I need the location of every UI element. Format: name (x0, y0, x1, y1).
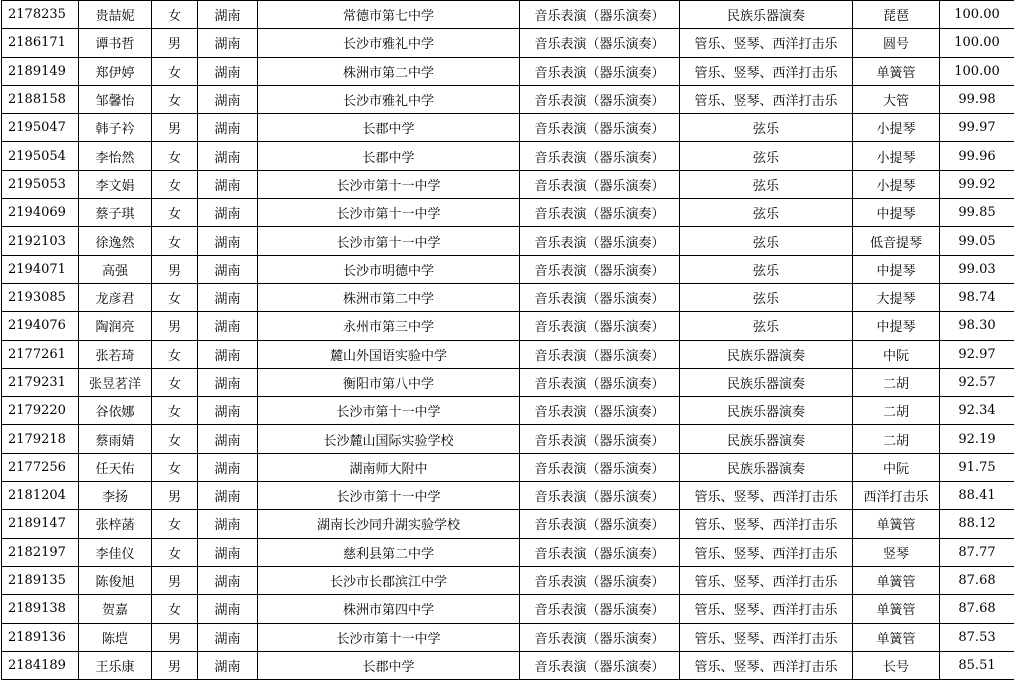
gender-cell: 女 (152, 397, 198, 425)
province-cell: 湖南 (198, 114, 258, 142)
province-cell: 湖南 (198, 312, 258, 340)
province-cell: 湖南 (198, 283, 258, 311)
school-cell: 长沙市第十一中学 (258, 199, 520, 227)
category-cell: 音乐表演（器乐演奏） (520, 538, 680, 566)
candidate-id-cell: 2179231 (2, 368, 79, 396)
category-cell: 音乐表演（器乐演奏） (520, 170, 680, 198)
student-name-cell: 李佳仪 (79, 538, 152, 566)
group-cell: 民族乐器演奏 (680, 340, 853, 368)
instrument-cell: 单簧管 (853, 566, 940, 594)
table-row (2, 510, 1014, 538)
province-cell: 湖南 (198, 482, 258, 510)
student-name-cell: 李怡然 (79, 142, 152, 170)
province-cell: 湖南 (198, 227, 258, 255)
school-cell: 常德市第七中学 (258, 1, 520, 29)
group-cell: 管乐、竖琴、西洋打击乐 (680, 538, 853, 566)
table-row (2, 368, 1014, 396)
province-cell: 湖南 (198, 57, 258, 85)
instrument-cell: 大管 (853, 85, 940, 113)
group-cell: 民族乐器演奏 (680, 453, 853, 481)
category-cell: 音乐表演（器乐演奏） (520, 114, 680, 142)
student-name-cell: 韩子衿 (79, 114, 152, 142)
student-name-cell: 邹馨怡 (79, 85, 152, 113)
table-row (2, 29, 1014, 57)
school-cell: 湖南长沙同升湖实验学校 (258, 510, 520, 538)
instrument-cell: 大提琴 (853, 283, 940, 311)
table-row (2, 453, 1014, 481)
province-cell: 湖南 (198, 623, 258, 651)
candidate-id-cell: 2184189 (2, 651, 79, 679)
gender-cell: 男 (152, 312, 198, 340)
instrument-cell: 二胡 (853, 368, 940, 396)
group-cell: 管乐、竖琴、西洋打击乐 (680, 510, 853, 538)
school-cell: 株洲市第二中学 (258, 57, 520, 85)
school-cell: 长郡中学 (258, 114, 520, 142)
table-body (2, 1, 1014, 680)
gender-cell: 女 (152, 1, 198, 29)
category-cell: 音乐表演（器乐演奏） (520, 199, 680, 227)
student-name-cell: 贺嘉 (79, 595, 152, 623)
table-row (2, 57, 1014, 85)
group-cell: 管乐、竖琴、西洋打击乐 (680, 623, 853, 651)
score-cell: 88.41 (940, 482, 1014, 510)
instrument-cell: 二胡 (853, 397, 940, 425)
category-cell: 音乐表演（器乐演奏） (520, 142, 680, 170)
group-cell: 弦乐 (680, 199, 853, 227)
gender-cell: 女 (152, 283, 198, 311)
candidate-id-cell: 2188158 (2, 85, 79, 113)
gender-cell: 女 (152, 199, 198, 227)
category-cell: 音乐表演（器乐演奏） (520, 340, 680, 368)
instrument-cell: 圆号 (853, 29, 940, 57)
instrument-cell: 中阮 (853, 453, 940, 481)
score-cell: 98.74 (940, 283, 1014, 311)
instrument-cell: 竖琴 (853, 538, 940, 566)
province-cell: 湖南 (198, 142, 258, 170)
school-cell: 长沙市明德中学 (258, 255, 520, 283)
student-name-cell: 蔡子琪 (79, 199, 152, 227)
score-cell: 87.68 (940, 566, 1014, 594)
score-cell: 91.75 (940, 453, 1014, 481)
student-name-cell: 王乐康 (79, 651, 152, 679)
group-cell: 弦乐 (680, 312, 853, 340)
province-cell: 湖南 (198, 453, 258, 481)
group-cell: 管乐、竖琴、西洋打击乐 (680, 566, 853, 594)
instrument-cell: 小提琴 (853, 142, 940, 170)
score-cell: 99.92 (940, 170, 1014, 198)
student-name-cell: 张昱茗洋 (79, 368, 152, 396)
category-cell: 音乐表演（器乐演奏） (520, 651, 680, 679)
province-cell: 湖南 (198, 425, 258, 453)
table-row (2, 482, 1014, 510)
province-cell: 湖南 (198, 538, 258, 566)
table-row (2, 397, 1014, 425)
category-cell: 音乐表演（器乐演奏） (520, 255, 680, 283)
province-cell: 湖南 (198, 595, 258, 623)
instrument-cell: 单簧管 (853, 57, 940, 85)
school-cell: 麓山外国语实验中学 (258, 340, 520, 368)
candidate-id-cell: 2186171 (2, 29, 79, 57)
table-row (2, 312, 1014, 340)
province-cell: 湖南 (198, 397, 258, 425)
score-cell: 92.34 (940, 397, 1014, 425)
school-cell: 长沙麓山国际实验学校 (258, 425, 520, 453)
student-name-cell: 陈垲 (79, 623, 152, 651)
table-row (2, 283, 1014, 311)
gender-cell: 女 (152, 595, 198, 623)
student-name-cell: 高强 (79, 255, 152, 283)
province-cell: 湖南 (198, 199, 258, 227)
instrument-cell: 中提琴 (853, 312, 940, 340)
score-cell: 92.57 (940, 368, 1014, 396)
table-row (2, 340, 1014, 368)
table-row (2, 114, 1014, 142)
province-cell: 湖南 (198, 510, 258, 538)
category-cell: 音乐表演（器乐演奏） (520, 425, 680, 453)
gender-cell: 女 (152, 340, 198, 368)
candidate-id-cell: 2189138 (2, 595, 79, 623)
school-cell: 长郡中学 (258, 651, 520, 679)
candidate-id-cell: 2195053 (2, 170, 79, 198)
instrument-cell: 中提琴 (853, 255, 940, 283)
category-cell: 音乐表演（器乐演奏） (520, 595, 680, 623)
candidate-id-cell: 2195047 (2, 114, 79, 142)
school-cell: 株洲市第二中学 (258, 283, 520, 311)
score-cell: 100.00 (940, 29, 1014, 57)
gender-cell: 女 (152, 510, 198, 538)
candidate-id-cell: 2181204 (2, 482, 79, 510)
gender-cell: 女 (152, 170, 198, 198)
category-cell: 音乐表演（器乐演奏） (520, 453, 680, 481)
gender-cell: 男 (152, 651, 198, 679)
candidate-id-cell: 2177256 (2, 453, 79, 481)
school-cell: 长沙市第十一中学 (258, 227, 520, 255)
score-cell: 87.53 (940, 623, 1014, 651)
group-cell: 管乐、竖琴、西洋打击乐 (680, 57, 853, 85)
category-cell: 音乐表演（器乐演奏） (520, 397, 680, 425)
student-name-cell: 郑伊婷 (79, 57, 152, 85)
candidate-id-cell: 2182197 (2, 538, 79, 566)
gender-cell: 男 (152, 566, 198, 594)
gender-cell: 男 (152, 482, 198, 510)
group-cell: 民族乐器演奏 (680, 397, 853, 425)
group-cell: 弦乐 (680, 227, 853, 255)
table-row (2, 170, 1014, 198)
school-cell: 长沙市第十一中学 (258, 397, 520, 425)
category-cell: 音乐表演（器乐演奏） (520, 312, 680, 340)
score-cell: 92.97 (940, 340, 1014, 368)
province-cell: 湖南 (198, 1, 258, 29)
score-cell: 99.03 (940, 255, 1014, 283)
gender-cell: 女 (152, 538, 198, 566)
school-cell: 长沙市第十一中学 (258, 623, 520, 651)
table-row (2, 623, 1014, 651)
gender-cell: 女 (152, 368, 198, 396)
score-cell: 92.19 (940, 425, 1014, 453)
candidate-id-cell: 2193085 (2, 283, 79, 311)
instrument-cell: 中提琴 (853, 199, 940, 227)
gender-cell: 男 (152, 114, 198, 142)
instrument-cell: 中阮 (853, 340, 940, 368)
school-cell: 慈利县第二中学 (258, 538, 520, 566)
category-cell: 音乐表演（器乐演奏） (520, 29, 680, 57)
gender-cell: 女 (152, 142, 198, 170)
gender-cell: 女 (152, 85, 198, 113)
group-cell: 弦乐 (680, 170, 853, 198)
student-name-cell: 陈俊旭 (79, 566, 152, 594)
candidate-id-cell: 2194069 (2, 199, 79, 227)
school-cell: 湖南师大附中 (258, 453, 520, 481)
group-cell: 管乐、竖琴、西洋打击乐 (680, 29, 853, 57)
student-name-cell: 徐逸然 (79, 227, 152, 255)
school-cell: 株洲市第四中学 (258, 595, 520, 623)
instrument-cell: 单簧管 (853, 510, 940, 538)
candidate-id-cell: 2179220 (2, 397, 79, 425)
group-cell: 弦乐 (680, 114, 853, 142)
candidate-id-cell: 2189136 (2, 623, 79, 651)
group-cell: 弦乐 (680, 255, 853, 283)
school-cell: 长沙市长郡滨江中学 (258, 566, 520, 594)
table-row (2, 255, 1014, 283)
table-row (2, 85, 1014, 113)
student-name-cell: 陶润亮 (79, 312, 152, 340)
score-cell: 85.51 (940, 651, 1014, 679)
province-cell: 湖南 (198, 29, 258, 57)
score-cell: 100.00 (940, 1, 1014, 29)
province-cell: 湖南 (198, 85, 258, 113)
school-cell: 长沙市第十一中学 (258, 170, 520, 198)
category-cell: 音乐表演（器乐演奏） (520, 566, 680, 594)
candidate-id-cell: 2178235 (2, 1, 79, 29)
student-name-cell: 蔡雨婧 (79, 425, 152, 453)
gender-cell: 女 (152, 227, 198, 255)
gender-cell: 女 (152, 57, 198, 85)
table-row (2, 425, 1014, 453)
instrument-cell: 二胡 (853, 425, 940, 453)
student-name-cell: 李扬 (79, 482, 152, 510)
province-cell: 湖南 (198, 566, 258, 594)
candidate-id-cell: 2192103 (2, 227, 79, 255)
gender-cell: 男 (152, 255, 198, 283)
category-cell: 音乐表演（器乐演奏） (520, 368, 680, 396)
table-row (2, 227, 1014, 255)
score-cell: 99.96 (940, 142, 1014, 170)
gender-cell: 女 (152, 425, 198, 453)
school-cell: 长沙市雅礼中学 (258, 29, 520, 57)
student-name-cell: 谭书哲 (79, 29, 152, 57)
group-cell: 民族乐器演奏 (680, 368, 853, 396)
category-cell: 音乐表演（器乐演奏） (520, 227, 680, 255)
instrument-cell: 长号 (853, 651, 940, 679)
instrument-cell: 小提琴 (853, 114, 940, 142)
school-cell: 长郡中学 (258, 142, 520, 170)
group-cell: 弦乐 (680, 142, 853, 170)
school-cell: 长沙市第十一中学 (258, 482, 520, 510)
school-cell: 永州市第三中学 (258, 312, 520, 340)
category-cell: 音乐表演（器乐演奏） (520, 57, 680, 85)
table-row (2, 1, 1014, 29)
gender-cell: 男 (152, 29, 198, 57)
student-name-cell: 龙彦君 (79, 283, 152, 311)
instrument-cell: 小提琴 (853, 170, 940, 198)
student-name-cell: 张若琦 (79, 340, 152, 368)
score-cell: 99.98 (940, 85, 1014, 113)
table-row (2, 566, 1014, 594)
group-cell: 民族乐器演奏 (680, 425, 853, 453)
results-table (1, 0, 1014, 680)
group-cell: 管乐、竖琴、西洋打击乐 (680, 482, 853, 510)
category-cell: 音乐表演（器乐演奏） (520, 1, 680, 29)
student-name-cell: 李文娟 (79, 170, 152, 198)
instrument-cell: 单簧管 (853, 595, 940, 623)
province-cell: 湖南 (198, 651, 258, 679)
score-cell: 99.85 (940, 199, 1014, 227)
category-cell: 音乐表演（器乐演奏） (520, 85, 680, 113)
group-cell: 管乐、竖琴、西洋打击乐 (680, 651, 853, 679)
category-cell: 音乐表演（器乐演奏） (520, 510, 680, 538)
score-cell: 99.05 (940, 227, 1014, 255)
province-cell: 湖南 (198, 340, 258, 368)
group-cell: 弦乐 (680, 283, 853, 311)
candidate-id-cell: 2194076 (2, 312, 79, 340)
table-row (2, 142, 1014, 170)
group-cell: 管乐、竖琴、西洋打击乐 (680, 595, 853, 623)
student-name-cell: 张梓菡 (79, 510, 152, 538)
instrument-cell: 西洋打击乐 (853, 482, 940, 510)
group-cell: 民族乐器演奏 (680, 1, 853, 29)
table-row (2, 595, 1014, 623)
table-row (2, 199, 1014, 227)
candidate-id-cell: 2179218 (2, 425, 79, 453)
score-cell: 87.68 (940, 595, 1014, 623)
candidate-id-cell: 2189135 (2, 566, 79, 594)
category-cell: 音乐表演（器乐演奏） (520, 482, 680, 510)
student-name-cell: 谷依娜 (79, 397, 152, 425)
score-cell: 87.77 (940, 538, 1014, 566)
province-cell: 湖南 (198, 170, 258, 198)
gender-cell: 女 (152, 453, 198, 481)
score-cell: 88.12 (940, 510, 1014, 538)
table-row (2, 651, 1014, 679)
score-cell: 100.00 (940, 57, 1014, 85)
candidate-id-cell: 2189149 (2, 57, 79, 85)
school-cell: 长沙市雅礼中学 (258, 85, 520, 113)
score-cell: 98.30 (940, 312, 1014, 340)
table-row (2, 538, 1014, 566)
category-cell: 音乐表演（器乐演奏） (520, 623, 680, 651)
school-cell: 衡阳市第八中学 (258, 368, 520, 396)
score-cell: 99.97 (940, 114, 1014, 142)
province-cell: 湖南 (198, 255, 258, 283)
instrument-cell: 琵琶 (853, 1, 940, 29)
category-cell: 音乐表演（器乐演奏） (520, 283, 680, 311)
gender-cell: 男 (152, 623, 198, 651)
student-name-cell: 任天佑 (79, 453, 152, 481)
group-cell: 管乐、竖琴、西洋打击乐 (680, 85, 853, 113)
candidate-id-cell: 2189147 (2, 510, 79, 538)
province-cell: 湖南 (198, 368, 258, 396)
student-name-cell: 贵喆妮 (79, 1, 152, 29)
candidate-id-cell: 2177261 (2, 340, 79, 368)
candidate-id-cell: 2195054 (2, 142, 79, 170)
instrument-cell: 单簧管 (853, 623, 940, 651)
candidate-id-cell: 2194071 (2, 255, 79, 283)
instrument-cell: 低音提琴 (853, 227, 940, 255)
